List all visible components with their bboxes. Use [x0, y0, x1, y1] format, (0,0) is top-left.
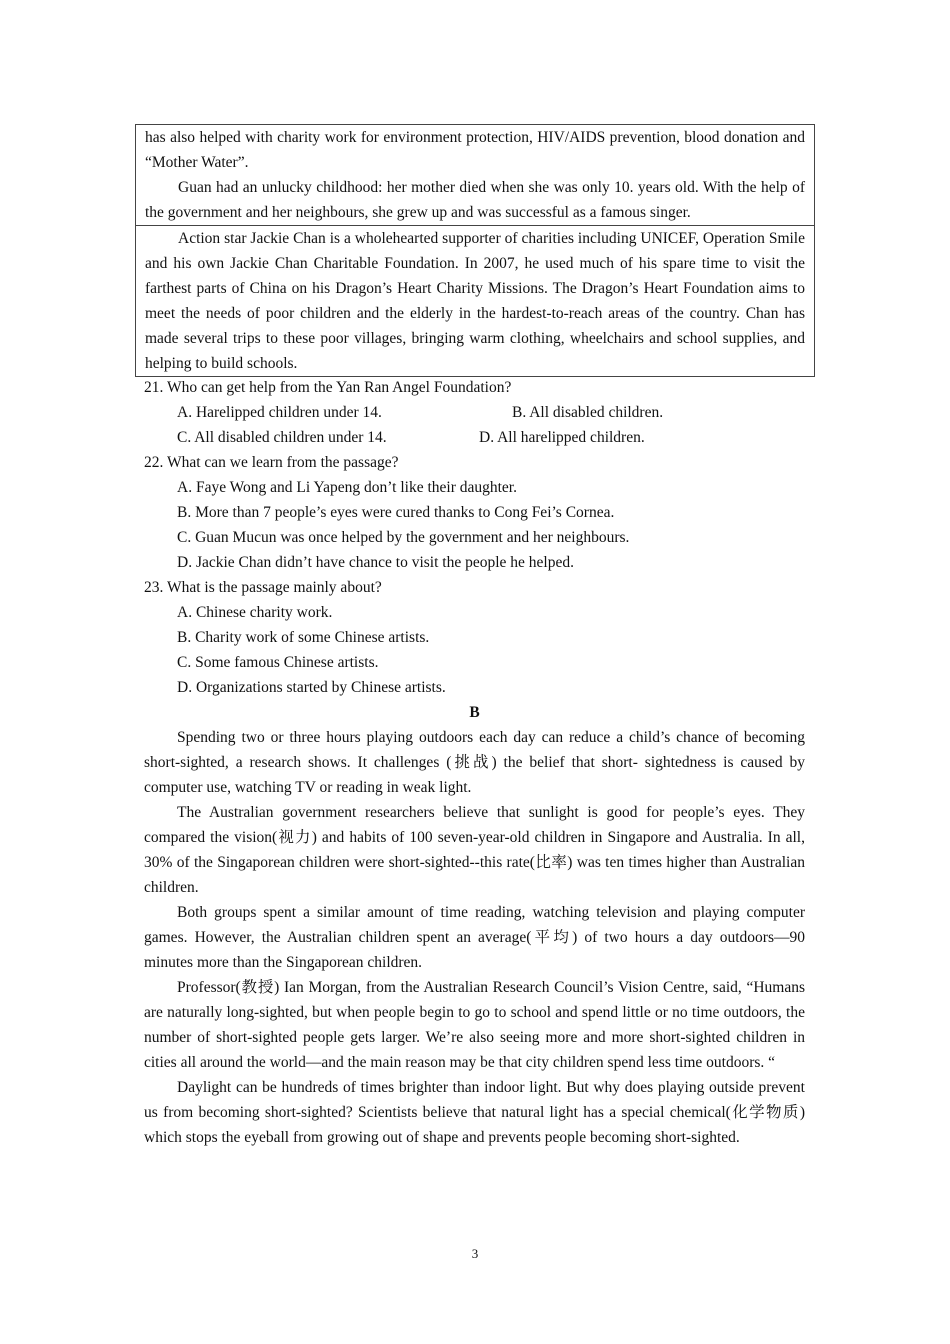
- passage-boxes: [135, 124, 815, 377]
- option-23-d: D. Organizations started by Chinese artists.: [177, 679, 446, 696]
- section-b-paragraph: Professor(教授) Ian Morgan, from the Australian Research Council’s Vision Centre, said, “Humans are naturally long-sighted, but when people begin to go to school and spend little or no time outdoors, the number of short-sighted people gets larger. We’re also seeing more and more short-sighted children in cities all around the world—and the main reason may be that city children spend less time outdoors. “: [144, 979, 805, 1071]
- option-23-c: C. Some famous Chinese artists.: [177, 654, 379, 671]
- option-22-a: A. Faye Wong and Li Yapeng don’t like their daughter.: [177, 479, 517, 496]
- section-b-paragraph: Both groups spent a similar amount of time reading, watching television and playing computer games. However, the Australian children spent an average(平均) of two hours a day outdoors—90 minutes more than the Singaporean children.: [144, 904, 805, 971]
- passage-box-guan: [135, 124, 815, 226]
- section-b-title: B: [469, 704, 480, 721]
- box-paragraph: Action star Jackie Chan is a wholehearted supporter of charities including UNICEF, Operation Smile and his own Jackie Chan Charitable Foundation. In 2007, he used much of his spare time to visit the farthest parts of China on his Dragon’s Heart Charity Missions. The Dragon’s Heart Foundation aims to meet the needs of poor children and the elderly in the hardest-to-reach areas of the country. Chan has made several trips to these poor villages, bringing warm clothing, wheelchairs and school supplies, and helping to build schools.: [145, 230, 805, 372]
- main-content: [144, 375, 805, 1150]
- option-22-d: D. Jackie Chan didn’t have chance to visit the people he helped.: [177, 554, 574, 571]
- option-23-b: B. Charity work of some Chinese artists.: [177, 629, 430, 646]
- section-b-paragraph: Daylight can be hundreds of times brighter than indoor light. But why does playing outside prevent us from becoming short-sighted? Scientists believe that natural light has a special chemical(化学物质) which stops the eyeball from growing out of shape and prevents people becoming short-sighted.: [144, 1079, 805, 1146]
- option-23-a: A. Chinese charity work.: [177, 604, 333, 621]
- question-22: 22. What can we learn from the passage?: [144, 454, 399, 471]
- option-21-a: A. Harelipped children under 14.: [177, 404, 382, 421]
- question-23: 23. What is the passage mainly about?: [144, 579, 382, 596]
- option-21-c: C. All disabled children under 14.: [177, 429, 387, 446]
- option-22-c: C. Guan Mucun was once helped by the government and her neighbours.: [177, 529, 630, 546]
- box-paragraph: Guan had an unlucky childhood: her mother died when she was only 10. years old. With the help of the government and her neighbours, she grew up and was successful as a famous singer.: [145, 179, 805, 221]
- passage-box-jackie-chan: [135, 226, 815, 377]
- option-21-d: D. All harelipped children.: [479, 429, 645, 446]
- option-22-b: B. More than 7 people’s eyes were cured thanks to Cong Fei’s Cornea.: [177, 504, 615, 521]
- section-b-paragraph: Spending two or three hours playing outdoors each day can reduce a child’s chance of becoming short-sighted, a research shows. It challenges (挑战) the belief that short- sightedness is caused by computer use, watching TV or reading in weak light.: [144, 729, 805, 796]
- question-21-options-row-1: [144, 400, 805, 425]
- question-21: 21. Who can get help from the Yan Ran Angel Foundation?: [144, 379, 512, 396]
- box-paragraph: has also helped with charity work for environment protection, HIV/AIDS prevention, blood donation and “Mother Water”.: [145, 129, 805, 171]
- question-21-options-row-2: [144, 425, 805, 450]
- page-number: 3: [471, 1246, 479, 1261]
- section-b-paragraph: The Australian government researchers believe that sunlight is good for people’s eyes. They compared the vision(视力) and habits of 100 seven-year-old children in Singapore and Australia. In all, 30% of the Singaporean children were short-sighted--this rate(比率) was ten times higher than Australian children.: [144, 804, 805, 896]
- option-21-b: B. All disabled children.: [512, 404, 664, 421]
